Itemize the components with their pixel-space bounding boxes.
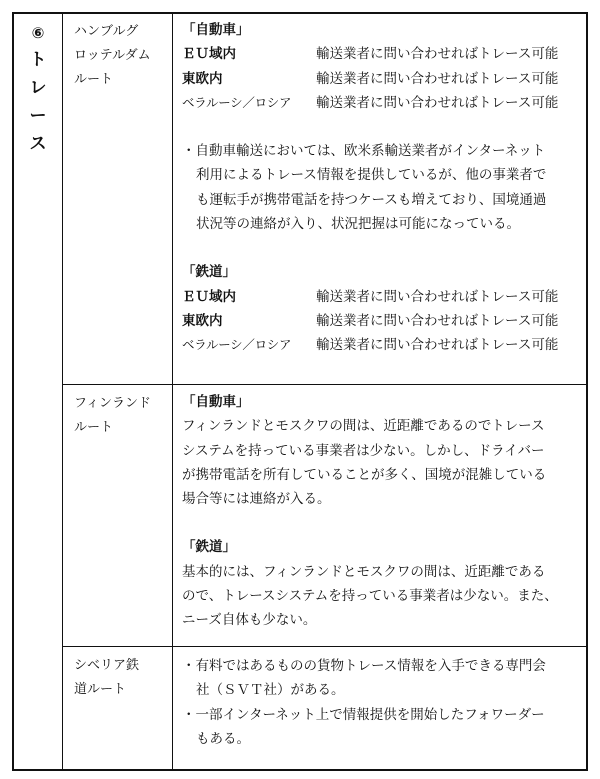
route-siberian-railway [74, 654, 172, 702]
car-note-line: 状況等の連絡が入り、状況把握は可能になっている。 [196, 216, 520, 233]
section-number: ⑥ [31, 24, 45, 42]
rail-heading: 「鉄道」 [182, 539, 236, 556]
car-text-line: が携帯電話を所有していることが多く、国境が混雑している [182, 466, 547, 483]
section-title-char: ス [29, 134, 47, 154]
car-item-eu [182, 42, 584, 66]
rail-text-line: 基本的には、フィンランドとモスクワの間は、近距離である [182, 563, 546, 580]
car-text-line: フィンランドとモスクワの間は、近距離であるのでトレース [182, 418, 545, 435]
car-item-belarus-russia [182, 91, 584, 115]
content-finland [182, 390, 584, 633]
car-note-line: 利用によるトレース情報を提供しているが、他の事業者で [196, 167, 547, 184]
route-line: ルート [74, 420, 114, 435]
car-item-east-europe [182, 67, 584, 91]
region-label: ベラルーシ／ロシア [182, 337, 292, 353]
car-text-line: システムを持っている事業者は少ない。しかし、ドライバー [182, 442, 545, 459]
column-divider-1 [62, 14, 63, 769]
section-title-char: ー [29, 106, 47, 126]
column-divider-2 [172, 14, 173, 769]
region-label: 東欧内 [182, 70, 223, 87]
content-hamburg-rotterdam [182, 18, 584, 358]
car-heading: 「自動車」 [182, 22, 250, 38]
bullet-line: もある。 [196, 730, 250, 747]
region-label: ベラルーシ／ロシア [182, 94, 292, 110]
region-label: 東欧内 [182, 312, 223, 329]
region-text: 輸送業者に問い合わせればトレース可能 [316, 94, 559, 111]
rail-item-east-europe [182, 309, 584, 333]
route-hamburg-rotterdam [74, 20, 172, 92]
row-divider-2 [62, 646, 586, 647]
car-text-line: 場合等には連絡が入る。 [182, 491, 331, 508]
route-line: ルート [74, 72, 114, 87]
route-line: ロッテルダム [74, 48, 151, 63]
car-note-line: ・自動車輸送においては、欧米系輸送業者がインターネット [182, 143, 546, 160]
region-label: ＥＵ域内 [182, 46, 236, 63]
content-siberian-railway [182, 654, 584, 751]
region-text: 輸送業者に問い合わせればトレース可能 [316, 312, 559, 329]
rail-text-line: ニーズ自体も少ない。 [182, 612, 317, 629]
route-line: 道ルート [74, 682, 127, 697]
region-label: ＥＵ域内 [182, 288, 236, 305]
region-text: 輸送業者に問い合わせればトレース可能 [316, 337, 559, 354]
rail-item-belarus-russia [182, 333, 584, 357]
region-text: 輸送業者に問い合わせればトレース可能 [316, 46, 559, 63]
section-title [22, 46, 54, 158]
rail-text-line: ので、トレースシステムを持っている事業者は少ない。また、 [182, 588, 558, 605]
rail-heading: 「鉄道」 [182, 264, 236, 281]
region-text: 輸送業者に問い合わせればトレース可能 [316, 288, 559, 305]
bullet-line: 社（ＳＶＴ社）がある。 [196, 682, 345, 699]
route-line: シベリア鉄 [74, 658, 140, 673]
car-heading: 「自動車」 [182, 394, 250, 410]
bullet-line: ・有料ではあるものの貨物トレース情報を入手できる専門会 [182, 658, 546, 674]
row-divider-1 [62, 384, 586, 385]
route-finland [74, 392, 172, 440]
car-note-line: も運転手が携帯電話を持つケースも増えており、国境通過 [196, 191, 547, 208]
section-title-char: ト [29, 50, 47, 70]
rail-item-eu [182, 285, 584, 309]
region-text: 輸送業者に問い合わせればトレース可能 [316, 70, 559, 87]
route-line: フィンランド [74, 396, 151, 411]
section-title-char: レ [29, 78, 47, 98]
route-line: ハンブルグ [74, 24, 139, 39]
bullet-line: ・一部インターネット上で情報提供を開始したフォワーダー [182, 706, 545, 723]
trace-table [12, 12, 588, 771]
